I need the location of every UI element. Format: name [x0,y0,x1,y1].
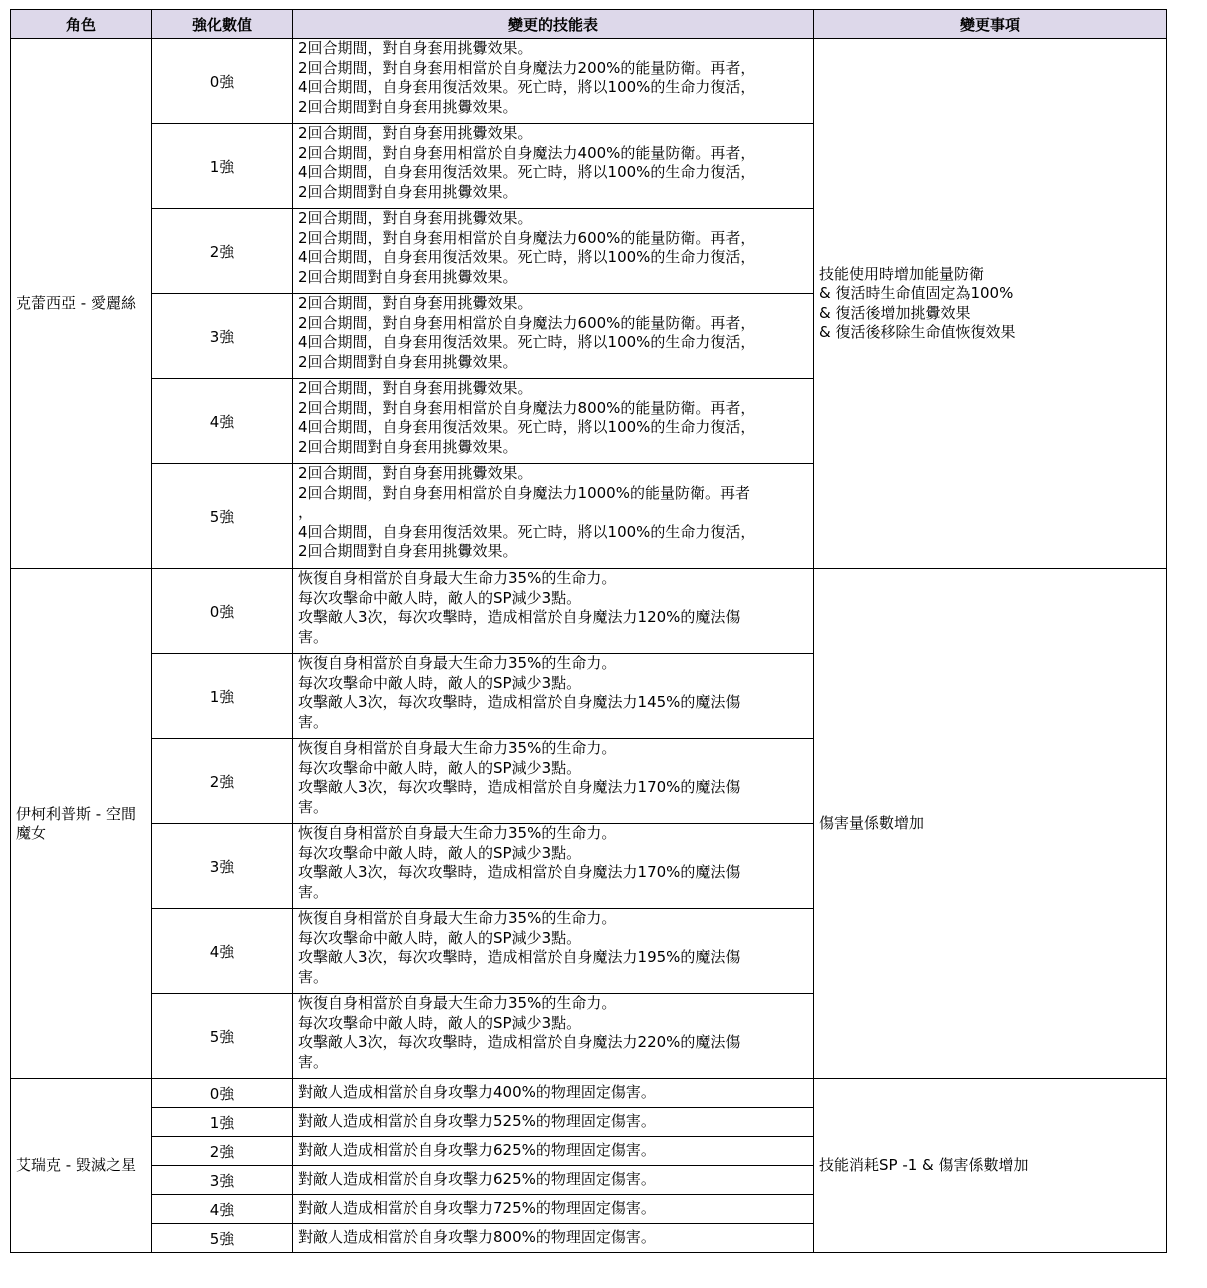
skill-line: 每次攻擊命中敵人時，敵人的SP減少3點。 [298,588,582,607]
change-notes [814,39,1167,569]
skill-line: 對敵人造成相當於自身攻擊力725%的物理固定傷害。 [298,1199,656,1218]
skill-line: 2回合期間，對自身套用挑釁效果。 [298,379,533,397]
skill-description [293,1224,814,1253]
header-row [11,10,1167,39]
skill-line: 2回合期間對自身套用挑釁效果。 [298,542,518,560]
enhancement-level: 3強 [152,824,293,909]
enhancement-level: 2強 [152,1137,293,1166]
change-line: & 復活後增加挑釁效果 [819,303,971,322]
skill-line: 每次攻擊命中敵人時，敵人的SP減少3點。 [298,843,582,862]
header-change: 變更事項 [814,10,1167,39]
change-line: & 復活後移除生命值恢復效果 [819,323,1016,341]
skill-description [293,124,814,209]
skill-line: 2回合期間，對自身套用相當於自身魔法力800%的能量防衛。再者， [298,398,756,417]
skill-line: 恢復自身相當於自身最大生命力35%的生命力。 [298,824,617,842]
enhancement-level: 4強 [152,1195,293,1224]
skill-line: 4回合期間，自身套用復活效果。死亡時，將以100%的生命力復活， [298,522,756,541]
change-line: 傷害量係數增加 [819,813,925,832]
skill-line: 對敵人造成相當於自身攻擊力800%的物理固定傷害。 [298,1228,656,1247]
enhancement-level: 0強 [152,569,293,654]
enhancement-level: 4強 [152,909,293,994]
skill-description [293,1108,814,1137]
skill-line: 2回合期間對自身套用挑釁效果。 [298,182,518,201]
skill-line: 2回合期間，對自身套用相當於自身魔法力600%的能量防衛。再者， [298,228,756,247]
skill-description [293,1166,814,1195]
skill-description [293,1195,814,1224]
skill-line: 2回合期間，對自身套用挑釁效果。 [298,39,533,57]
skill-line: 2回合期間對自身套用挑釁效果。 [298,97,518,116]
skill-description [293,654,814,739]
enhancement-level: 3強 [152,294,293,379]
enhancement-level: 5強 [152,994,293,1079]
skill-line: 害。 [298,967,329,986]
skill-line: 4回合期間，自身套用復活效果。死亡時，將以100%的生命力復活， [298,418,756,436]
skill-description [293,824,814,909]
skill-line: 恢復自身相當於自身最大生命力35%的生命力。 [298,569,617,587]
header-character: 角色 [11,10,152,39]
skill-line: 4回合期間，自身套用復活效果。死亡時，將以100%的生命力復活， [298,333,756,351]
skill-description [293,569,814,654]
skill-line: 害。 [298,627,329,646]
enhancement-level: 4強 [152,379,293,464]
skill-line: 對敵人造成相當於自身攻擊力625%的物理固定傷害。 [298,1141,656,1160]
skill-line: 攻擊敵人3次，每次攻擊時，造成相當於自身魔法力220%的魔法傷 [298,1033,741,1051]
skill-line: 攻擊敵人3次，每次攻擊時，造成相當於自身魔法力195%的魔法傷 [298,948,741,966]
skill-line: 攻擊敵人3次，每次攻擊時，造成相當於自身魔法力170%的魔法傷 [298,778,741,796]
skill-line: 每次攻擊命中敵人時，敵人的SP減少3點。 [298,673,582,692]
skill-line: 2回合期間，對自身套用挑釁效果。 [298,464,533,482]
enhancement-level: 2強 [152,739,293,824]
skill-description [293,1137,814,1166]
skill-line: 2回合期間，對自身套用挑釁效果。 [298,209,533,227]
skill-line: 恢復自身相當於自身最大生命力35%的生命力。 [298,994,617,1012]
skill-line: 害。 [298,797,329,816]
header-skill: 變更的技能表 [293,10,814,39]
table-row [11,1079,1167,1108]
header-level: 強化數值 [152,10,293,39]
skill-line: 每次攻擊命中敵人時，敵人的SP減少3點。 [298,758,582,777]
skill-description [293,379,814,464]
skill-line: 2回合期間，對自身套用相當於自身魔法力200%的能量防衛。再者， [298,58,756,77]
skill-line: 4回合期間，自身套用復活效果。死亡時，將以100%的生命力復活， [298,78,756,96]
table-body [11,39,1167,1253]
skill-line: 恢復自身相當於自身最大生命力35%的生命力。 [298,654,617,672]
enhancement-level: 3強 [152,1166,293,1195]
skill-line: 攻擊敵人3次，每次攻擊時，造成相當於自身魔法力145%的魔法傷 [298,693,741,711]
character-name: 艾瑞克 - 毀滅之星 [11,1079,152,1253]
skill-line: 2回合期間，對自身套用挑釁效果。 [298,294,533,312]
skill-line: ， [298,503,314,521]
skill-line: 害。 [298,712,329,731]
enhancement-level: 1強 [152,124,293,209]
skill-line: 4回合期間，自身套用復活效果。死亡時，將以100%的生命力復活， [298,248,756,266]
character-name: 克蕾西亞 - 愛麗絲 [11,39,152,569]
skill-description [293,464,814,569]
skill-description [293,209,814,294]
change-line: & 復活時生命值固定為100% [819,284,1014,302]
skill-line: 恢復自身相當於自身最大生命力35%的生命力。 [298,739,617,757]
skill-line: 攻擊敵人3次，每次攻擊時，造成相當於自身魔法力120%的魔法傷 [298,608,741,626]
enhancement-level: 5強 [152,1224,293,1253]
skill-description [293,294,814,379]
skill-line: 2回合期間，對自身套用相當於自身魔法力600%的能量防衛。再者， [298,313,756,332]
skill-line: 2回合期間對自身套用挑釁效果。 [298,352,518,371]
change-line: 技能使用時增加能量防衛 [819,264,985,283]
character-name: 伊柯利普斯 - 空間魔女 [11,569,152,1079]
skill-change-table [10,9,1167,1253]
skill-description [293,1079,814,1108]
skill-description [293,994,814,1079]
change-notes [814,569,1167,1079]
change-notes [814,1079,1167,1253]
enhancement-level: 0強 [152,39,293,124]
enhancement-level: 1強 [152,1108,293,1137]
enhancement-level: 5強 [152,464,293,569]
change-line: 技能消耗SP -1 & 傷害係數增加 [819,1155,1029,1174]
skill-line: 2回合期間對自身套用挑釁效果。 [298,267,518,286]
skill-line: 每次攻擊命中敵人時，敵人的SP減少3點。 [298,1013,582,1032]
skill-line: 對敵人造成相當於自身攻擊力400%的物理固定傷害。 [298,1083,656,1102]
skill-description [293,739,814,824]
enhancement-level: 0強 [152,1079,293,1108]
enhancement-level: 2強 [152,209,293,294]
skill-line: 2回合期間，對自身套用挑釁效果。 [298,124,533,142]
skill-line: 2回合期間，對自身套用相當於自身魔法力1000%的能量防衛。再者 [298,483,750,502]
skill-line: 2回合期間對自身套用挑釁效果。 [298,437,518,456]
skill-line: 對敵人造成相當於自身攻擊力525%的物理固定傷害。 [298,1112,656,1131]
skill-description [293,39,814,124]
skill-line: 2回合期間，對自身套用相當於自身魔法力400%的能量防衛。再者， [298,143,756,162]
skill-line: 恢復自身相當於自身最大生命力35%的生命力。 [298,909,617,927]
skill-line: 每次攻擊命中敵人時，敵人的SP減少3點。 [298,928,582,947]
skill-description [293,909,814,994]
skill-line: 攻擊敵人3次，每次攻擊時，造成相當於自身魔法力170%的魔法傷 [298,863,741,881]
skill-line: 害。 [298,882,329,901]
table-row [11,39,1167,124]
table-row [11,569,1167,654]
skill-line: 害。 [298,1052,329,1071]
skill-line: 對敵人造成相當於自身攻擊力625%的物理固定傷害。 [298,1170,656,1189]
skill-line: 4回合期間，自身套用復活效果。死亡時，將以100%的生命力復活， [298,163,756,181]
enhancement-level: 1強 [152,654,293,739]
